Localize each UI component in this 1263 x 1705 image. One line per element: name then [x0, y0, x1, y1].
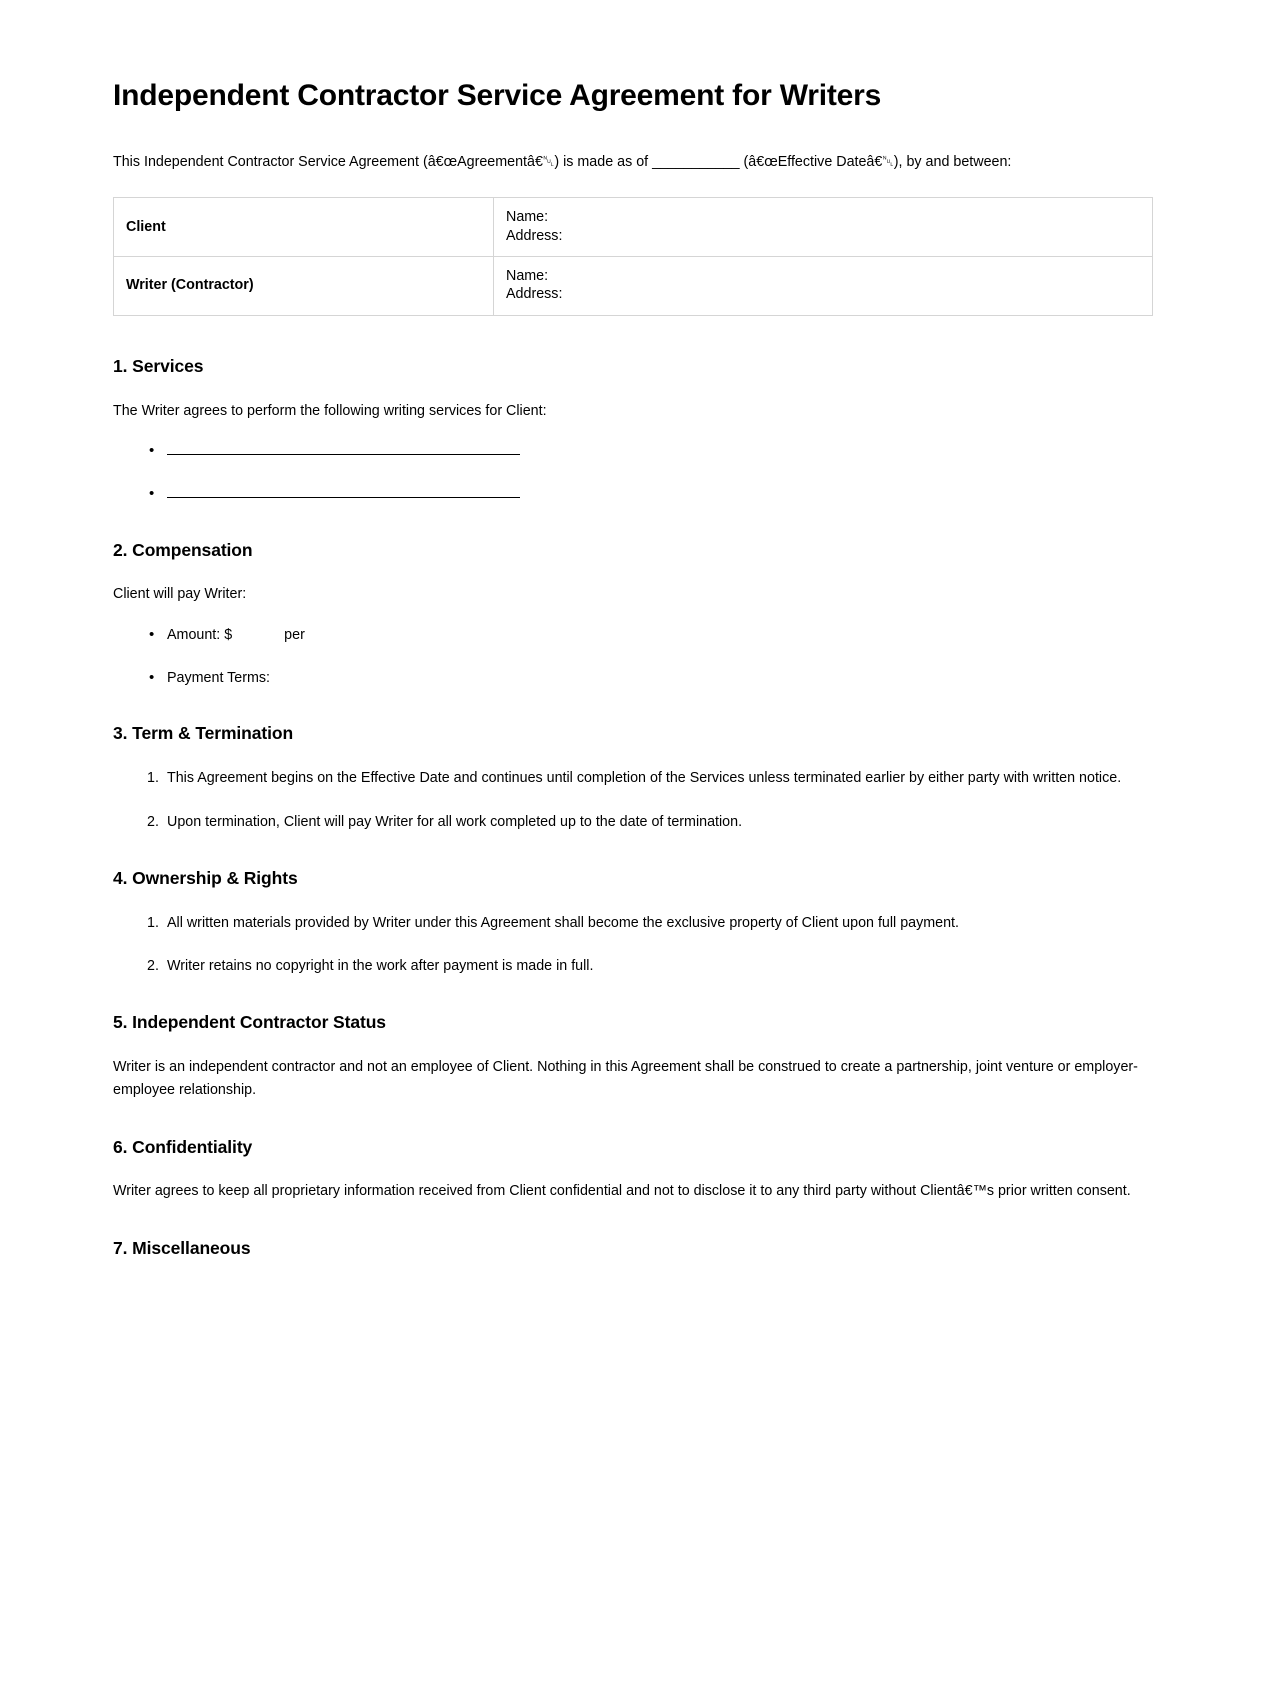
blank-fill-line[interactable] — [167, 441, 520, 455]
independent-contractor-status-paragraph: Writer is an independent contractor and not an employee of Client. Nothing in this Agreement shall be construed to create a partnership, joint venture or employer-employee relationship. — [113, 1059, 1138, 1099]
ownership-rights-list — [113, 912, 1153, 979]
section-compensation — [113, 540, 1153, 690]
confidentiality-paragraph: Writer agrees to keep all proprietary information received from Client confidential and not to disclose it to any third party without Clientâ€™s prior written consent. — [113, 1183, 1131, 1200]
table-row — [114, 257, 1153, 316]
list-item: All written materials provided by Writer under this Agreement shall become the exclusive property of Client upon full payment. — [167, 914, 960, 931]
per-label: per — [284, 626, 305, 643]
list-item — [149, 625, 1153, 646]
party-fields-writer — [494, 257, 1153, 316]
payment-terms-label: Payment Terms: — [167, 670, 271, 686]
services-bullet-list — [113, 441, 1153, 506]
party-fields-client — [494, 198, 1153, 257]
blank-fill-line[interactable] — [167, 484, 520, 498]
name-field-label: Name: — [506, 209, 549, 226]
section-ownership-rights — [113, 868, 1153, 978]
section-term-termination — [113, 723, 1153, 833]
section-heading-compensation: 2. Compensation — [113, 539, 253, 560]
table-row — [114, 198, 1153, 257]
intro-paragraph: This Independent Contractor Service Agreement (â€œAgreementâ€␀) is made as of ___________ (â€œEffective Dateâ€␀), by and between: — [113, 154, 1012, 170]
list-item — [149, 484, 1153, 505]
page-title: Independent Contractor Service Agreement for Writers — [113, 79, 882, 112]
list-item: Upon termination, Client will pay Writer for all work completed up to the date of termination. — [167, 813, 743, 830]
section-heading-confidentiality: 6. Confidentiality — [113, 1136, 253, 1157]
section-heading-term-termination: 3. Term & Termination — [113, 723, 294, 744]
section-heading-independent-contractor-status: 5. Independent Contractor Status — [113, 1012, 386, 1033]
term-termination-list — [113, 767, 1153, 834]
section-heading-services: 1. Services — [113, 355, 204, 376]
party-label-client: Client — [114, 198, 494, 257]
name-field-label: Name: — [506, 268, 549, 285]
address-field-label: Address: — [506, 286, 563, 303]
section-heading-ownership-rights: 4. Ownership & Rights — [113, 867, 298, 888]
compensation-bullet-list — [113, 625, 1153, 690]
list-item: Writer retains no copyright in the work after payment is made in full. — [167, 958, 594, 975]
section-heading-miscellaneous: 7. Miscellaneous — [113, 1237, 251, 1258]
section-confidentiality — [113, 1137, 1153, 1204]
section-miscellaneous — [113, 1238, 1153, 1260]
list-item — [149, 441, 1153, 462]
list-item — [149, 668, 1153, 689]
list-item: This Agreement begins on the Effective Date and continues until completion of the Services unless terminated earlier by either party with written notice. — [167, 770, 1122, 787]
address-field-label: Address: — [506, 227, 563, 244]
amount-label: Amount: $ — [167, 626, 233, 643]
section-services — [113, 356, 1153, 506]
services-intro: The Writer agrees to perform the following writing services for Client: — [113, 402, 547, 419]
party-label-writer: Writer (Contractor) — [114, 257, 494, 316]
parties-table — [113, 197, 1153, 315]
compensation-intro: Client will pay Writer: — [113, 586, 247, 603]
section-independent-contractor-status — [113, 1012, 1153, 1102]
